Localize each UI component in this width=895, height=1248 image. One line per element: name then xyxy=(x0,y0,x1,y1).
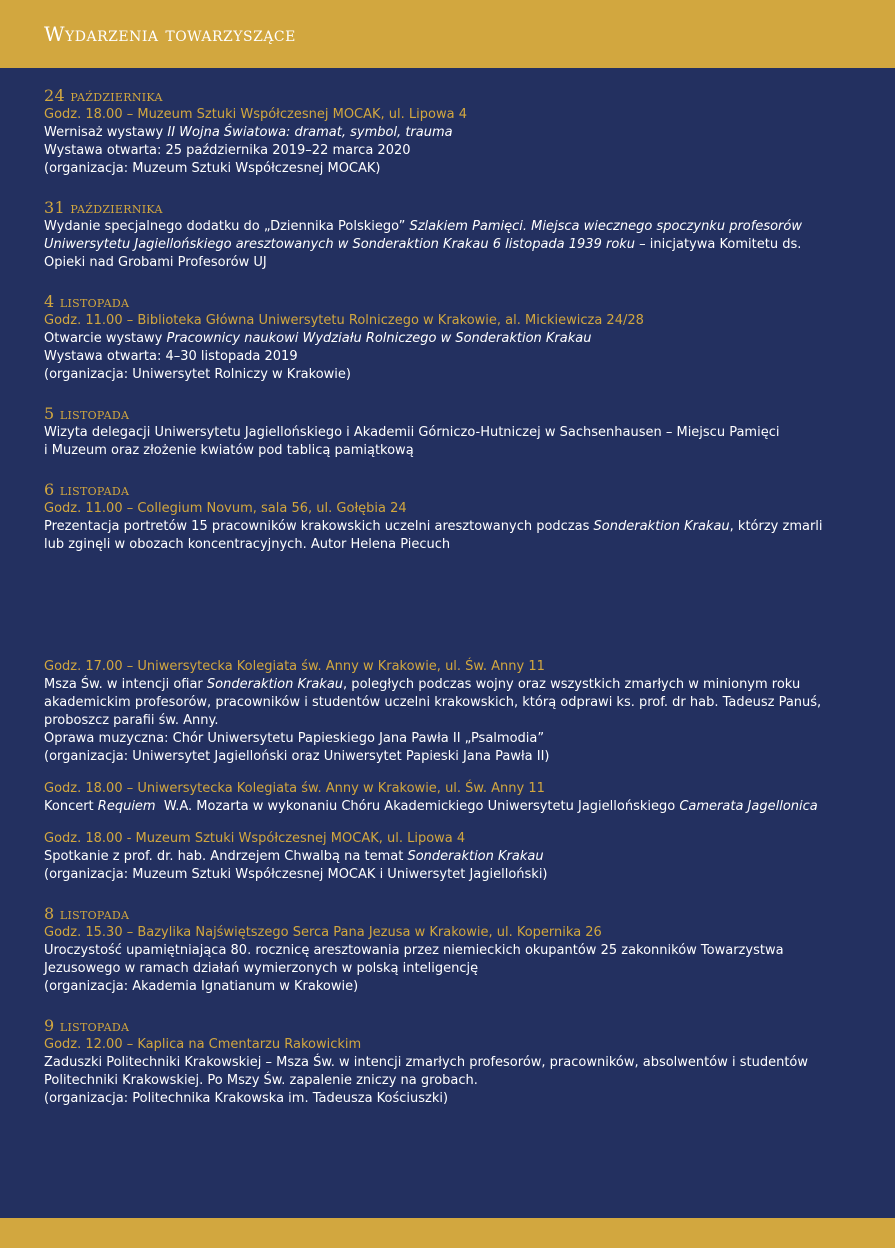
event-4-nov xyxy=(44,292,856,384)
event-date: 8 listopada xyxy=(44,904,130,923)
event-date: 5 listopada xyxy=(44,404,130,423)
event-description-cont: lub zginęli w obozach koncentracyjnych. Autor Helena Piecuch xyxy=(44,537,451,552)
event-date: 24 października xyxy=(44,86,163,105)
event-24-oct xyxy=(44,86,856,178)
event-organizer: (organizacja: Uniwersytet Jagielloński oraz Uniwersytet Papieski Jana Pawła II) xyxy=(44,749,550,764)
event-description: Spotkanie z prof. dr. hab. Andrzejem Chwalbą na temat Sonderaktion Krakau xyxy=(44,849,544,864)
event-dates: Wystawa otwarta: 25 października 2019–22 marca 2020 xyxy=(44,143,411,158)
event-9-nov xyxy=(44,1016,856,1108)
event-description: Prezentacja portretów 15 pracowników krakowskich uczelni aresztowanych podczas Sonderaktion Krakau, którzy zmarli xyxy=(44,519,823,534)
event-description-cont: Opieki nad Grobami Profesorów UJ xyxy=(44,255,267,270)
event-6-nov-mass xyxy=(44,658,856,766)
event-8-nov xyxy=(44,904,856,996)
event-time: Godz. 15.30 – Bazylika Najświętszego Serca Pana Jezusa w Krakowie, ul. Kopernika 26 xyxy=(44,925,602,940)
event-description: Wydanie specjalnego dodatku do „Dziennika Polskiego” Szlakiem Pamięci. Miejsca wiecznego spoczynku profesorów xyxy=(44,219,802,234)
event-organizer: (organizacja: Muzeum Sztuki Współczesnej MOCAK i Uniwersytet Jagielloński) xyxy=(44,867,548,882)
event-description: Msza Św. w intencji ofiar Sonderaktion Krakau, poległych podczas wojny oraz wszystkich zmarłych w minionym roku xyxy=(44,677,801,692)
event-organizer: (organizacja: Politechnika Krakowska im. Tadeusza Kościuszki) xyxy=(44,1091,449,1106)
event-date: 31 października xyxy=(44,198,163,217)
event-organizer: (organizacja: Muzeum Sztuki Współczesnej MOCAK) xyxy=(44,161,381,176)
event-description-cont: Jezusowego w ramach działań wymierzonych w polską inteligencję xyxy=(44,961,479,976)
events-list xyxy=(44,86,856,1108)
event-organizer: (organizacja: Uniwersytet Rolniczy w Krakowie) xyxy=(44,367,351,382)
event-description: Zaduszki Politechniki Krakowskiej – Msza Św. w intencji zmarłych profesorów, pracowników, absolwentów i studentów xyxy=(44,1055,808,1070)
event-description: Otwarcie wystawy Pracownicy naukowi Wydziału Rolniczego w Sonderaktion Krakau xyxy=(44,331,592,346)
event-time: Godz. 18.00 – Uniwersytecka Kolegiata św. Anny w Krakowie, ul. Św. Anny 11 xyxy=(44,781,545,796)
event-date: 6 listopada xyxy=(44,480,130,499)
event-date: 9 listopada xyxy=(44,1016,130,1035)
event-6-nov-meeting xyxy=(44,830,856,884)
event-5-nov xyxy=(44,404,856,460)
event-6-nov xyxy=(44,480,856,554)
event-dates: Wystawa otwarta: 4–30 listopada 2019 xyxy=(44,349,298,364)
event-time: Godz. 12.00 – Kaplica na Cmentarzu Rakowickim xyxy=(44,1037,362,1052)
event-time: Godz. 18.00 - Muzeum Sztuki Współczesnej MOCAK, ul. Lipowa 4 xyxy=(44,831,466,846)
event-time: Godz. 11.00 – Collegium Novum, sala 56, ul. Gołębia 24 xyxy=(44,501,407,516)
event-date: 4 listopada xyxy=(44,292,130,311)
event-time: Godz. 11.00 – Biblioteka Główna Uniwersytetu Rolniczego w Krakowie, al. Mickiewicza 24/28 xyxy=(44,313,644,328)
header-band xyxy=(0,0,895,68)
event-time: Godz. 18.00 – Muzeum Sztuki Współczesnej MOCAK, ul. Lipowa 4 xyxy=(44,107,467,122)
event-description: Wizyta delegacji Uniwersytetu Jagiellońskiego i Akademii Górniczo-Hutniczej w Sachsenhausen – Miejscu Pamięci xyxy=(44,425,780,440)
event-description: Uroczystość upamiętniająca 80. rocznicę aresztowania przez niemieckich okupantów 25 zakonników Towarzystwa xyxy=(44,943,784,958)
footer-band xyxy=(0,1218,895,1248)
event-description-cont: i Muzeum oraz złożenie kwiatów pod tablicą pamiątkową xyxy=(44,443,414,458)
event-description: Wernisaż wystawy II Wojna Światowa: dramat, symbol, trauma xyxy=(44,125,453,140)
event-description-cont: Politechniki Krakowskiej. Po Mszy Św. zapalenie zniczy na grobach. xyxy=(44,1073,478,1088)
event-description-cont: proboszcz parafii św. Anny. xyxy=(44,713,219,728)
event-time: Godz. 17.00 – Uniwersytecka Kolegiata św. Anny w Krakowie, ul. Św. Anny 11 xyxy=(44,659,545,674)
event-description-cont: akademickim profesorów, pracowników i studentów uczelni krakowskich, którą odprawi ks. prof. dr hab. Tadeusz Panuś, xyxy=(44,695,822,710)
event-description: Koncert Requiem W.A. Mozarta w wykonaniu Chóru Akademickiego Uniwersytetu Jagiellońskiego Camerata Jagellonica xyxy=(44,799,818,814)
event-6-nov-concert xyxy=(44,780,856,816)
event-music: Oprawa muzyczna: Chór Uniwersytetu Papieskiego Jana Pawła II „Psalmodia” xyxy=(44,731,545,746)
event-description-cont: Uniwersytetu Jagiellońskiego aresztowanych w Sonderaktion Krakau 6 listopada 1939 roku – inicjatywa Komitetu ds. xyxy=(44,237,802,252)
event-31-oct xyxy=(44,198,856,272)
page-title: Wydarzenia towarzyszące xyxy=(44,22,296,46)
event-organizer: (organizacja: Akademia Ignatianum w Krakowie) xyxy=(44,979,359,994)
